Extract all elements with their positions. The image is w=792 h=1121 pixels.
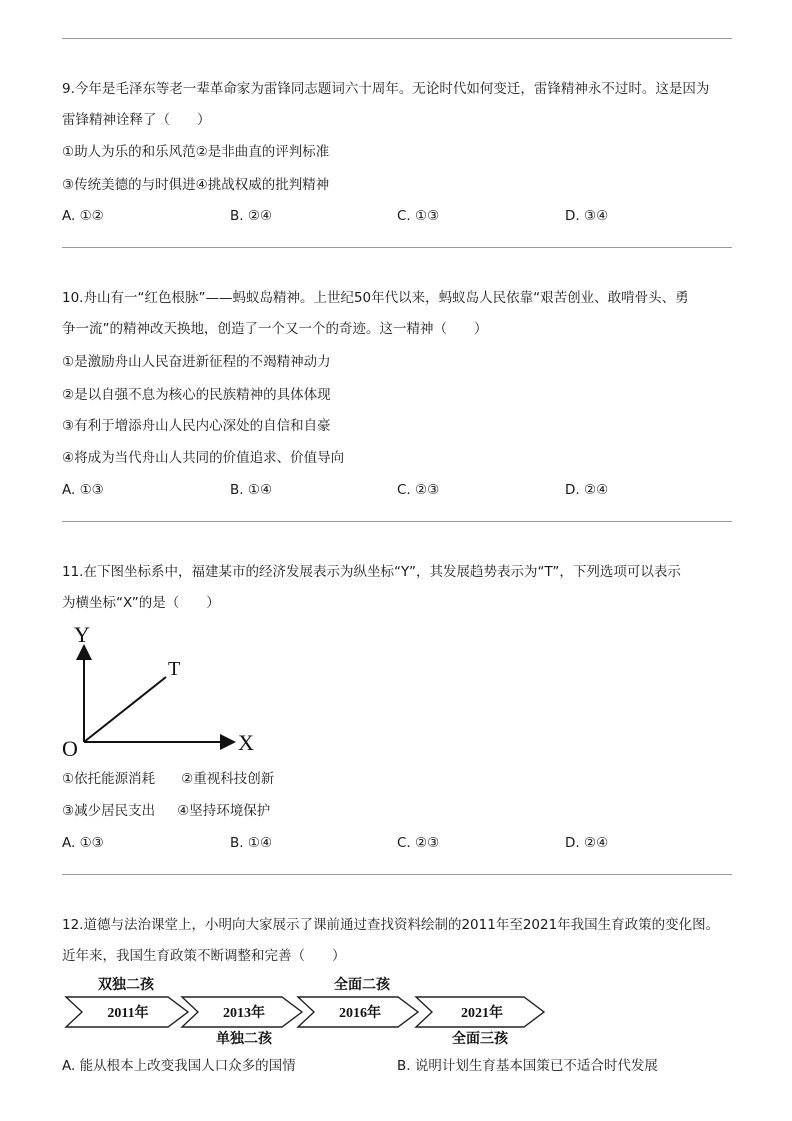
- q12-stem-line-2: 近年来，我国生育政策不断调整和完善（ ）: [62, 948, 346, 964]
- coordinate-graph: [58, 620, 268, 760]
- separator-after-q9: [62, 247, 732, 248]
- q11-stem-line-2: 为横坐标“X”的是（ ）: [62, 595, 220, 611]
- policy-quanmian-sanhai: 全面三孩: [452, 1032, 508, 1047]
- q12-stem-line-1: 12.道德与法治课堂上，小明向大家展示了课前通过查找资料绘制的2011年至2021年我国生育政策的变化图。: [62, 917, 720, 933]
- q11-statement-1: ①依托能源消耗: [62, 771, 156, 787]
- q10-option-a: A. ①③: [62, 482, 104, 498]
- q11-statement-3: ③减少居民支出: [62, 803, 156, 819]
- q10-statement-2: ②是以自强不息为核心的民族精神的具体体现: [62, 387, 331, 403]
- year-2011: 2011年: [107, 1006, 149, 1021]
- q11-statement-4: ④坚持环境保护: [177, 803, 271, 819]
- q11-option-a: A. ①③: [62, 835, 104, 851]
- trend-label: T: [168, 658, 181, 680]
- x-axis-label: X: [238, 730, 254, 755]
- q10-statement-4: ④将成为当代舟山人共同的价值追求、价值导向: [62, 450, 345, 466]
- q9-option-b: B. ②④: [230, 208, 273, 224]
- q11-statements-row-1: [62, 770, 274, 788]
- policy-quanmian-erhai: 全面二孩: [334, 978, 390, 993]
- q9-stem-line-1: 9.今年是毛泽东等老一辈革命家为雷锋同志题词六十周年。无论时代如何变迁，雷锋精神永不过时。这是因为: [62, 81, 710, 97]
- q10-option-d: D. ②④: [565, 482, 609, 498]
- separator-after-q10: [62, 521, 732, 522]
- separator-top: [62, 38, 732, 39]
- q11-option-d: D. ②④: [565, 835, 609, 851]
- q9-option-a: A. ①②: [62, 208, 104, 224]
- policy-timeline: [60, 972, 560, 1052]
- year-2016: 2016年: [339, 1006, 381, 1021]
- year-2021: 2021年: [461, 1006, 503, 1021]
- q9-statement-1-2: ①助人为乐的和乐风范②是非曲直的评判标准: [62, 144, 330, 160]
- separator-after-q11: [62, 874, 732, 875]
- q11-option-c: C. ②③: [397, 835, 440, 851]
- q10-stem-line-2: 争一流”的精神改天换地，创造了一个又一个的奇迹。这一精神（ ）: [62, 321, 488, 337]
- q9-option-c: C. ①③: [397, 208, 440, 224]
- trend-line: [84, 677, 166, 742]
- q9-statement-3-4: ③传统美德的与时俱进④挑战权威的批判精神: [62, 177, 330, 193]
- q11-stem-line-1: 11.在下图坐标系中，福建某市的经济发展表示为纵坐标“Y”，其发展趋势表示为“T”，下列选项可以表示: [62, 564, 681, 580]
- policy-dandu-erhai: 单独二孩: [216, 1032, 272, 1047]
- q10-statement-3: ③有利于增添舟山人民内心深处的自信和自豪: [62, 418, 331, 434]
- q11-statement-2: ②重视科技创新: [181, 771, 275, 787]
- q9-option-d: D. ③④: [565, 208, 609, 224]
- q10-statement-1: ①是激励舟山人民奋进新征程的不竭精神动力: [62, 354, 331, 370]
- year-2013: 2013年: [223, 1006, 265, 1021]
- q10-stem-line-1: 10.舟山有一“红色根脉”——蚂蚁岛精神。上世纪50年代以来，蚂蚁岛人民依靠“艰苦创业、敢啃骨头、勇: [62, 290, 689, 306]
- q11-statements-row-2: [62, 802, 270, 820]
- q11-option-b: B. ①④: [230, 835, 273, 851]
- q10-option-b: B. ①④: [230, 482, 273, 498]
- origin-label: O: [62, 736, 78, 760]
- q12-option-a: A. 能从根本上改变我国人口众多的国情: [62, 1058, 296, 1074]
- y-axis-label: Y: [74, 622, 90, 647]
- policy-shuangdu-erhai: 双独二孩: [98, 978, 154, 993]
- q9-stem-line-2: 雷锋精神诠释了（ ）: [62, 112, 211, 128]
- q12-option-b: B. 说明计划生育基本国策已不适合时代发展: [397, 1058, 658, 1074]
- q10-option-c: C. ②③: [397, 482, 440, 498]
